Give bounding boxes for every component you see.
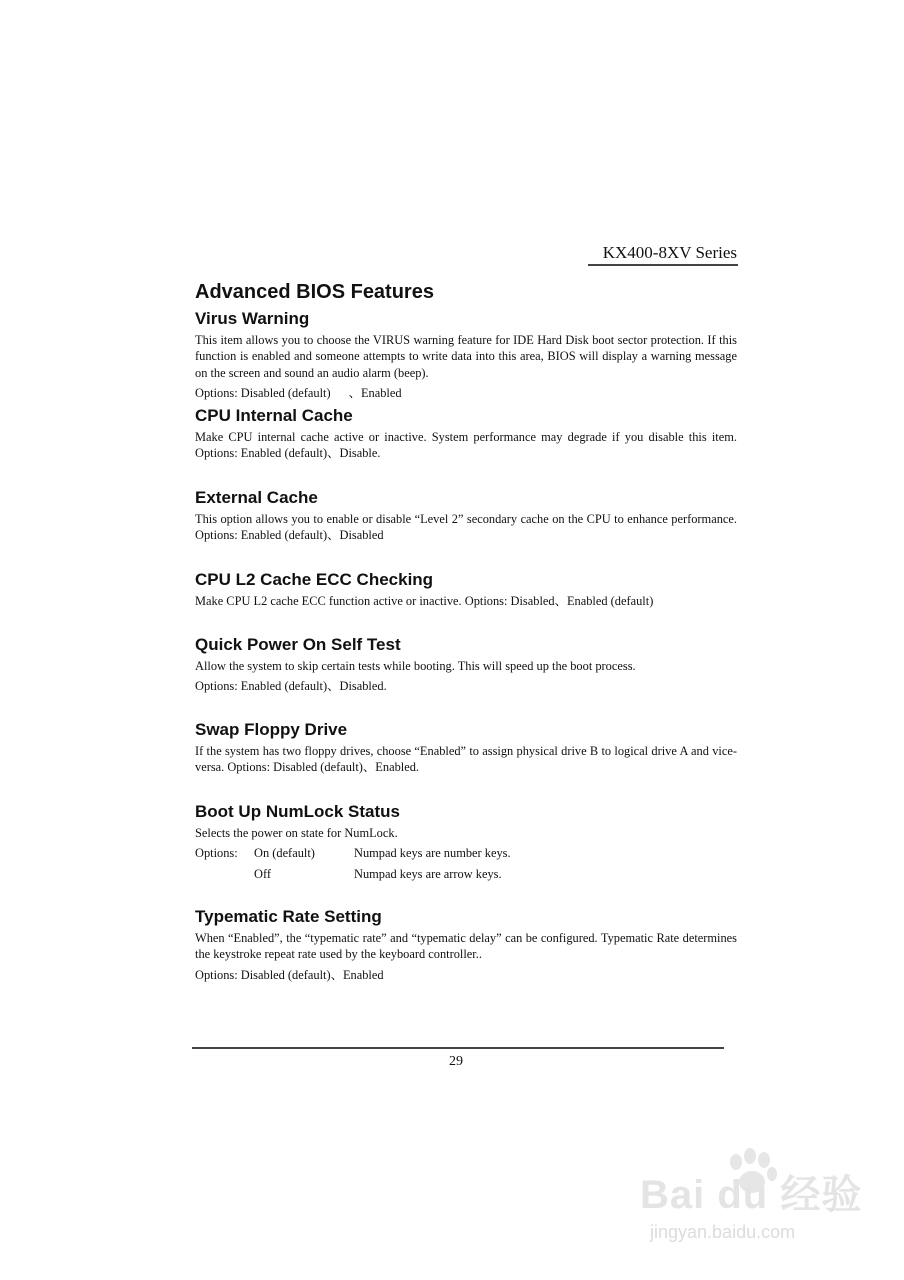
option-row [195,866,737,882]
option-desc: Numpad keys are number keys. [354,846,511,861]
options-text-tail: 、Enabled [348,386,402,401]
header-rule [588,264,738,266]
section-title: External Cache [195,488,318,507]
section-body: If the system has two floppy drives, choose “Enabled” to assign physical drive B to logical drive A and vice-versa. Options: Disabled (default)、Enabled. [195,744,737,775]
section-virus-warning [195,308,737,402]
watermark-url: jingyan.baidu.com [650,1222,796,1242]
section-title: CPU Internal Cache [195,406,353,425]
series-label: KX400-8XV Series [602,243,737,262]
option-row [195,845,737,861]
page-title: Advanced BIOS Features [195,281,434,303]
baidu-watermark [640,1148,880,1258]
section-numlock [195,801,737,882]
section-title: Swap Floppy Drive [195,720,348,739]
section-body: This option allows you to enable or disable “Level 2” secondary cache on the CPU to enhance performance. Options: Enabled (default)、Disabled [195,512,737,543]
section-title: Boot Up NumLock Status [195,802,400,821]
section-body: Allow the system to skip certain tests while booting. This will speed up the boot process. [195,659,636,673]
section-swap-floppy [195,719,737,776]
option-value: On (default) [254,846,315,861]
section-title: CPU L2 Cache ECC Checking [195,570,434,589]
section-cpu-l2-cache-ecc [195,569,737,609]
watermark-brand: Bai du 经验 [640,1173,863,1217]
option-value: Off [254,866,271,881]
section-body: Make CPU internal cache active or inactive. System performance may degrade if you disable this item. Options: Enabled (default)、Disable. [195,430,737,461]
section-title: Virus Warning [195,309,310,328]
section-options: Options: Enabled (default)、Disabled. [195,679,387,694]
section-external-cache [195,487,737,544]
section-options [195,385,737,401]
section-body: This item allows you to choose the VIRUS warning feature for IDE Hard Disk boot sector protection. If this function is enabled and someone attempts to write data into this area, BIOS will display a warning message on the screen and sound an audio alarm (beep). [195,333,737,380]
options-text: Options: Disabled (default) [195,386,331,401]
section-title: Quick Power On Self Test [195,635,401,654]
footer-rule [192,1047,724,1049]
options-label-spacer [195,866,254,882]
section-quick-post [195,634,737,695]
options-label: Options: [195,846,238,861]
section-typematic-rate [195,906,737,983]
section-cpu-internal-cache [195,405,737,462]
page-number: 29 [449,1054,463,1069]
section-body: When “Enabled”, the “typematic rate” and “typematic delay” can be configured. Typematic Rate determines the keystroke repeat rate used by the keyboard controller.. [195,931,737,962]
option-desc: Numpad keys are arrow keys. [354,866,502,881]
section-options: Options: Disabled (default)、Enabled [195,967,384,982]
section-body: Selects the power on state for NumLock. [195,826,398,840]
section-body: Make CPU L2 cache ECC function active or inactive. Options: Disabled、Enabled (default) [195,594,654,608]
section-title: Typematic Rate Setting [195,907,382,926]
